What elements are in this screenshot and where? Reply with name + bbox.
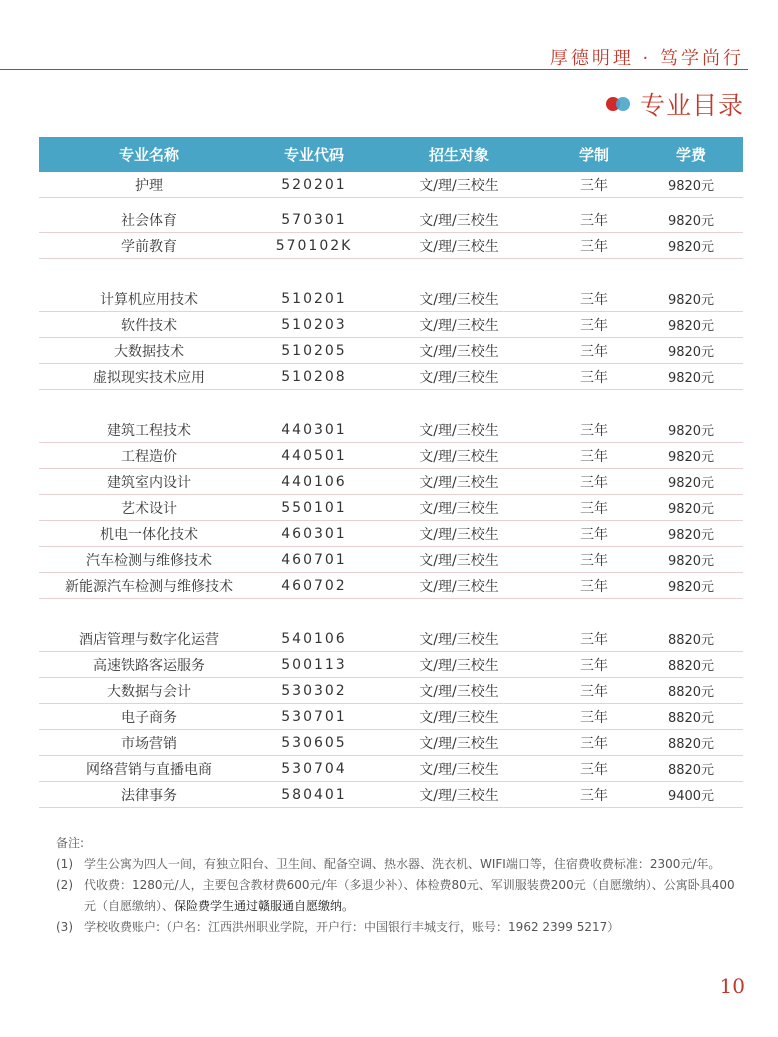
note-item <box>56 854 736 875</box>
tuition-fee-cell: 8820元 <box>667 763 715 778</box>
duration-cell: 三年 <box>580 500 608 517</box>
header-name: 专业名称 <box>118 146 179 164</box>
enrollment-target-cell: 文/理/三校生 <box>419 212 499 229</box>
tuition-fee-cell: 9820元 <box>667 293 715 308</box>
tuition-fee-cell: 9820元 <box>667 424 715 439</box>
duration-cell: 三年 <box>580 317 608 334</box>
tuition-fee-cell: 9820元 <box>667 240 715 255</box>
header-code: 专业代码 <box>283 146 344 164</box>
table-row <box>39 652 743 678</box>
section-title-text: 专业目录 <box>639 91 744 120</box>
major-name-cell: 软件技术 <box>121 317 177 334</box>
major-name-cell: 法律事务 <box>121 787 177 804</box>
major-code-cell: 510201 <box>281 290 347 307</box>
table-row <box>39 730 743 756</box>
page-number: 10 <box>719 974 745 998</box>
table-row <box>39 207 743 233</box>
header-fee: 学费 <box>675 146 706 164</box>
enrollment-target-cell: 文/理/三校生 <box>419 317 499 334</box>
enrollment-target-cell: 文/理/三校生 <box>419 448 499 465</box>
tuition-fee-cell: 9820元 <box>667 319 715 334</box>
school-motto: 厚德明理 · 笃学尚行 <box>549 48 744 69</box>
tuition-fee-cell: 9820元 <box>667 371 715 386</box>
duration-cell: 三年 <box>580 369 608 386</box>
enrollment-target-cell: 文/理/三校生 <box>419 578 499 595</box>
section-title <box>606 86 744 122</box>
table-row <box>39 469 743 495</box>
tuition-fee-cell: 9820元 <box>667 214 715 229</box>
enrollment-target-cell: 文/理/三校生 <box>419 735 499 752</box>
majors-table <box>39 137 743 808</box>
table-row <box>39 704 743 730</box>
duration-cell: 三年 <box>580 735 608 752</box>
duration-cell: 三年 <box>580 212 608 229</box>
major-name-cell: 大数据技术 <box>114 343 184 360</box>
tuition-fee-cell: 9820元 <box>667 345 715 360</box>
tuition-fee-cell: 9820元 <box>667 502 715 517</box>
duration-cell: 三年 <box>580 787 608 804</box>
major-code-cell: 440501 <box>281 447 347 464</box>
table-row <box>39 495 743 521</box>
note-text: 学生公寓为四人一间，有独立阳台、卫生间、配备空调、热水器、洗衣机、WIFI端口等，住宿费收费标准：2300元/年。 <box>84 857 721 871</box>
note-number: (1) <box>56 857 73 871</box>
duration-cell: 三年 <box>580 177 608 194</box>
major-code-cell: 440106 <box>281 473 347 490</box>
major-name-cell: 工程造价 <box>121 448 177 465</box>
enrollment-target-cell: 文/理/三校生 <box>419 500 499 517</box>
tuition-fee-cell: 8820元 <box>667 711 715 726</box>
major-name-cell: 汽车检测与维修技术 <box>86 552 212 569</box>
table-row <box>39 338 743 364</box>
enrollment-target-cell: 文/理/三校生 <box>419 369 499 386</box>
note-highlight: 保险费学生通过赣服通自愿缴纳。 <box>174 899 355 913</box>
table-row <box>39 443 743 469</box>
table-body <box>39 172 743 808</box>
table-row <box>39 312 743 338</box>
major-name-cell: 社会体育 <box>121 212 177 229</box>
table-row <box>39 521 743 547</box>
major-name-cell: 电子商务 <box>121 709 177 726</box>
major-code-cell: 510205 <box>281 342 347 359</box>
tuition-fee-cell: 9820元 <box>667 476 715 491</box>
enrollment-target-cell: 文/理/三校生 <box>419 474 499 491</box>
major-code-cell: 500113 <box>281 656 347 673</box>
enrollment-target-cell: 文/理/三校生 <box>419 552 499 569</box>
note-body <box>84 875 736 917</box>
major-code-cell: 460301 <box>281 525 347 542</box>
tuition-fee-cell: 9820元 <box>667 554 715 569</box>
duration-cell: 三年 <box>580 709 608 726</box>
duration-cell: 三年 <box>580 238 608 255</box>
enrollment-target-cell: 文/理/三校生 <box>419 709 499 726</box>
major-name-cell: 酒店管理与数字化运营 <box>79 631 219 648</box>
enrollment-target-cell: 文/理/三校生 <box>419 657 499 674</box>
table-row <box>39 782 743 808</box>
tuition-fee-cell: 9820元 <box>667 450 715 465</box>
major-name-cell: 建筑工程技术 <box>107 422 191 439</box>
duration-cell: 三年 <box>580 578 608 595</box>
enrollment-target-cell: 文/理/三校生 <box>419 238 499 255</box>
major-code-cell: 460701 <box>281 551 347 568</box>
enrollment-target-cell: 文/理/三校生 <box>419 526 499 543</box>
group-spacer <box>39 198 743 207</box>
major-code-cell: 550101 <box>281 499 347 516</box>
table-row <box>39 172 743 198</box>
tuition-fee-cell: 8820元 <box>667 633 715 648</box>
note-number: (2) <box>56 878 73 892</box>
major-code-cell: 570301 <box>281 211 347 228</box>
table-header <box>39 137 743 172</box>
notes-label: 备注: <box>56 836 85 850</box>
note-text: 学校收费账户:（户名：江西洪州职业学院，开户行：中国银行丰城支行，账号：1962 2399 5217） <box>84 920 620 934</box>
note-text: 代收费：1280元/人，主要包含教材费600元/年（多退少补）、体检费80元、军训服装费200元（自愿缴纳）、公寓卧具400元（自愿缴纳）、 <box>84 878 735 913</box>
major-name-cell: 大数据与会计 <box>107 683 191 700</box>
major-name-cell: 市场营销 <box>121 735 177 752</box>
major-name-cell: 网络营销与直播电商 <box>86 761 212 778</box>
major-name-cell: 新能源汽车检测与维修技术 <box>65 578 233 595</box>
enrollment-target-cell: 文/理/三校生 <box>419 422 499 439</box>
duration-cell: 三年 <box>580 552 608 569</box>
major-code-cell: 580401 <box>281 786 347 803</box>
enrollment-target-cell: 文/理/三校生 <box>419 683 499 700</box>
major-name-cell: 计算机应用技术 <box>100 291 198 308</box>
major-code-cell: 530704 <box>281 760 347 777</box>
tuition-fee-cell: 8820元 <box>667 685 715 700</box>
major-name-cell: 艺术设计 <box>121 500 177 517</box>
table-row <box>39 626 743 652</box>
major-code-cell: 570102K <box>275 237 353 254</box>
duration-cell: 三年 <box>580 526 608 543</box>
enrollment-target-cell: 文/理/三校生 <box>419 761 499 778</box>
major-code-cell: 460702 <box>281 577 347 594</box>
tuition-fee-cell: 9820元 <box>667 179 715 194</box>
table-row <box>39 756 743 782</box>
enrollment-target-cell: 文/理/三校生 <box>419 343 499 360</box>
major-code-cell: 540106 <box>281 630 347 647</box>
tuition-fee-cell: 9820元 <box>667 580 715 595</box>
major-name-cell: 虚拟现实技术应用 <box>93 369 205 386</box>
enrollment-target-cell: 文/理/三校生 <box>419 177 499 194</box>
group-spacer <box>39 390 743 417</box>
major-name-cell: 学前教育 <box>121 238 177 255</box>
header-duration: 学制 <box>578 146 609 164</box>
group-spacer <box>39 599 743 626</box>
table-row <box>39 678 743 704</box>
table-row <box>39 286 743 312</box>
header-divider <box>0 69 748 70</box>
table-row <box>39 573 743 599</box>
major-name-cell: 机电一体化技术 <box>100 526 198 543</box>
major-name-cell: 建筑室内设计 <box>107 474 191 491</box>
tuition-fee-cell: 9400元 <box>667 789 715 804</box>
note-item <box>56 917 736 938</box>
duration-cell: 三年 <box>580 657 608 674</box>
major-name-cell: 护理 <box>135 177 163 194</box>
major-code-cell: 530605 <box>281 734 347 751</box>
major-name-cell: 高速铁路客运服务 <box>93 657 205 674</box>
table-row <box>39 233 743 259</box>
duration-cell: 三年 <box>580 448 608 465</box>
major-code-cell: 530701 <box>281 708 347 725</box>
enrollment-target-cell: 文/理/三校生 <box>419 631 499 648</box>
note-item <box>56 875 736 917</box>
duration-cell: 三年 <box>580 422 608 439</box>
enrollment-target-cell: 文/理/三校生 <box>419 291 499 308</box>
enrollment-target-cell: 文/理/三校生 <box>419 787 499 804</box>
table-row <box>39 547 743 573</box>
major-code-cell: 530302 <box>281 682 347 699</box>
major-code-cell: 510203 <box>281 316 347 333</box>
table-row <box>39 364 743 390</box>
note-number: (3) <box>56 920 73 934</box>
table-row <box>39 417 743 443</box>
duration-cell: 三年 <box>580 291 608 308</box>
decorative-dots-icon <box>606 97 632 111</box>
duration-cell: 三年 <box>580 631 608 648</box>
duration-cell: 三年 <box>580 683 608 700</box>
group-spacer <box>39 259 743 286</box>
tuition-fee-cell: 8820元 <box>667 737 715 752</box>
header-target: 招生对象 <box>428 146 489 164</box>
major-code-cell: 520201 <box>281 176 347 193</box>
duration-cell: 三年 <box>580 343 608 360</box>
duration-cell: 三年 <box>580 761 608 778</box>
tuition-fee-cell: 8820元 <box>667 659 715 674</box>
notes <box>56 833 736 938</box>
duration-cell: 三年 <box>580 474 608 491</box>
major-code-cell: 440301 <box>281 421 347 438</box>
major-code-cell: 510208 <box>281 368 347 385</box>
tuition-fee-cell: 9820元 <box>667 528 715 543</box>
